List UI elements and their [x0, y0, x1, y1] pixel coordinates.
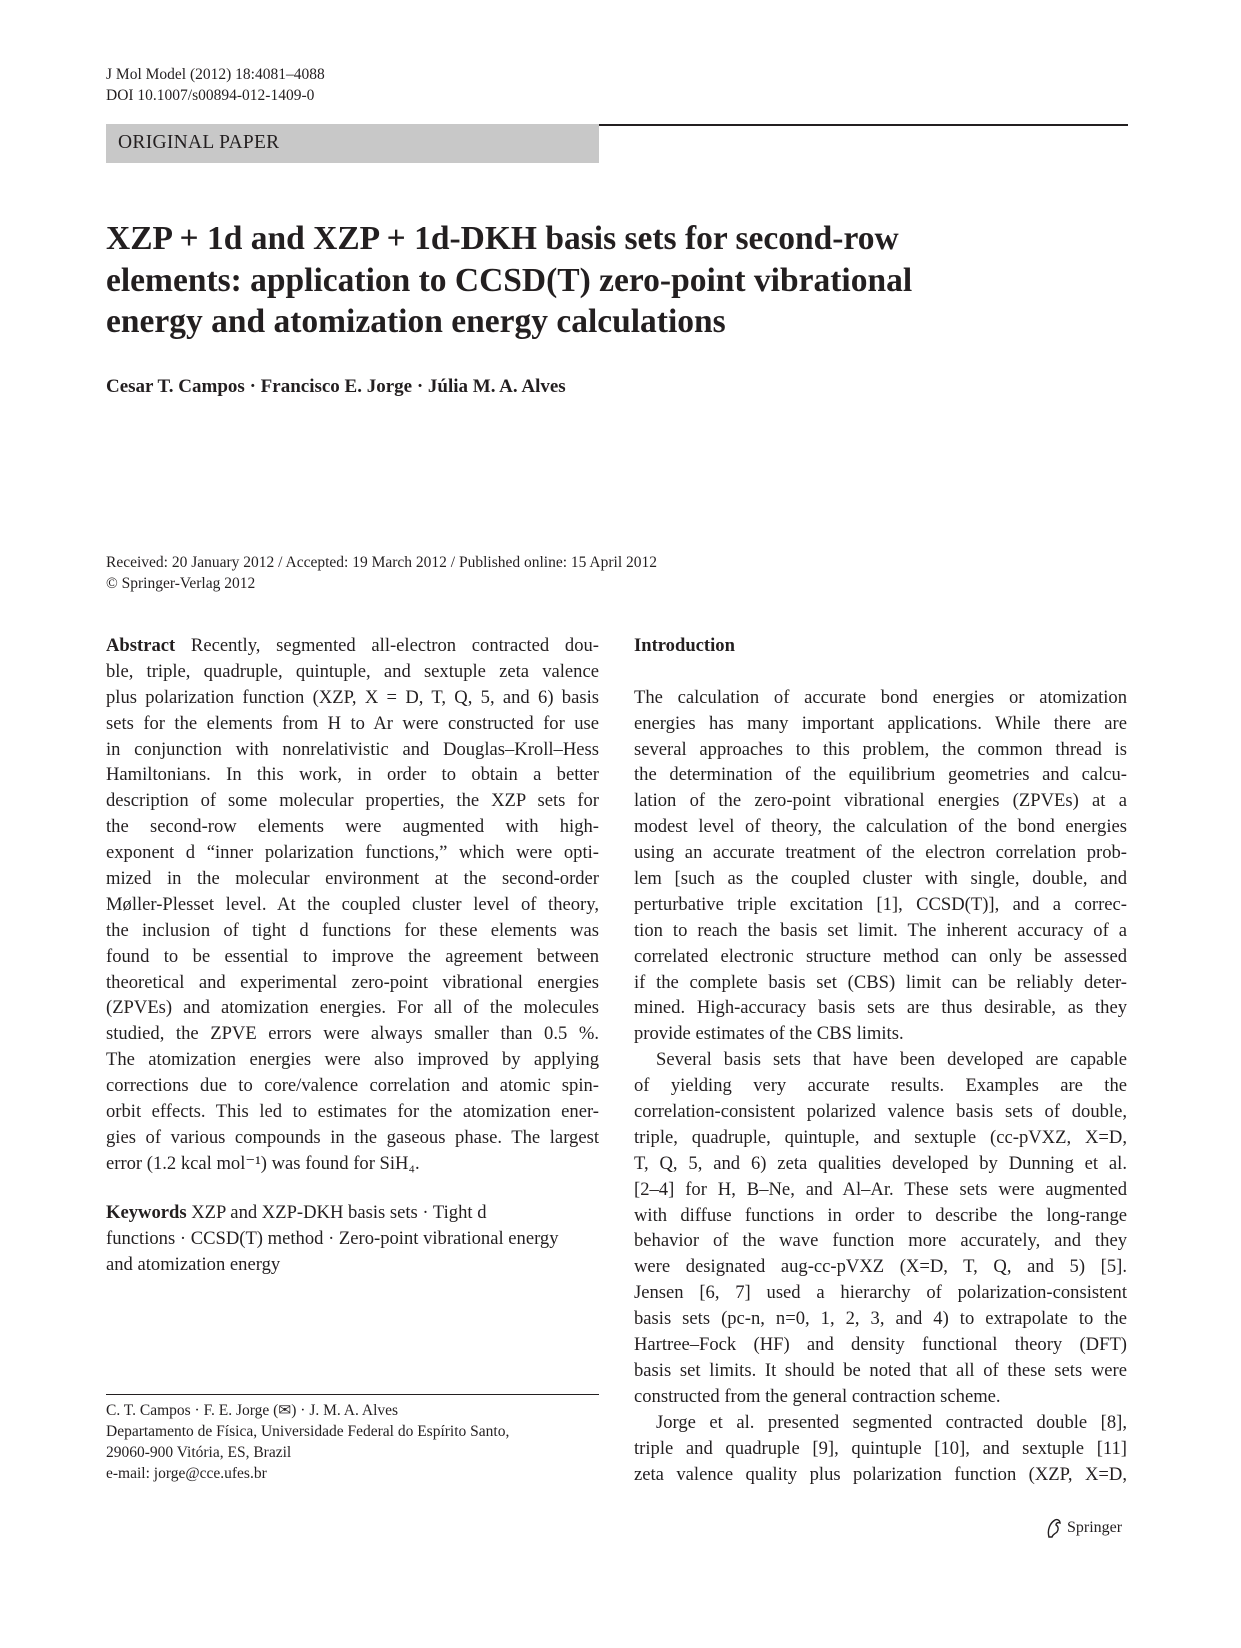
- introduction-line: the determination of the equilibrium geometries and calcu-: [634, 764, 1127, 786]
- introduction-line: if the complete basis set (CBS) limit can be reliably deter-: [634, 971, 1127, 993]
- footnote-department: Departamento de Física, Universidade Federal do Espírito Santo,: [106, 1423, 510, 1440]
- footnote-rule: [106, 1394, 599, 1395]
- introduction-line: triple and quadruple [9], quintuple [10], and sextuple [11]: [634, 1437, 1127, 1459]
- abstract-line: (ZPVEs) and atomization energies. For all of the molecules: [106, 997, 599, 1019]
- footnote-authors: C. T. Campos · F. E. Jorge (✉) · J. M. A. Alves: [106, 1402, 399, 1419]
- abstract-line: mized in the molecular environment at the second-order: [106, 868, 599, 890]
- introduction-line: lation of the zero-point vibrational energies (ZPVEs) at a: [634, 790, 1127, 812]
- introduction-line: lem [such as the coupled cluster with single, double, and: [634, 868, 1127, 890]
- keywords-label: Keywords: [106, 1202, 187, 1223]
- abstract-line: description of some molecular properties, the XZP sets for: [106, 790, 599, 812]
- footnote-email[interactable]: e-mail: jorge@cce.ufes.br: [106, 1465, 267, 1482]
- abstract-line: Hamiltonians. In this work, in order to obtain a better: [106, 764, 599, 786]
- introduction-line: The calculation of accurate bond energies or atomization: [634, 686, 1127, 708]
- abstract-line: found to be essential to improve the agreement between: [106, 945, 599, 967]
- abstract-line: gies of various compounds in the gaseous phase. The largest: [106, 1126, 599, 1148]
- doi: DOI 10.1007/s00894-012-1409-0: [106, 87, 315, 104]
- springer-horse-icon: [1045, 1518, 1063, 1538]
- title-line: XZP + 1d and XZP + 1d-DKH basis sets for second-row: [106, 220, 899, 257]
- abstract-line: studied, the ZPVE errors were always smaller than 0.5 %.: [106, 1023, 599, 1045]
- section-label: ORIGINAL PAPER: [118, 132, 280, 153]
- introduction-line: basis sets (pc-n, n=0, 1, 2, 3, and 4) to extrapolate to the: [634, 1308, 1127, 1330]
- abstract-line: theoretical and experimental zero-point vibrational energies: [106, 971, 599, 993]
- abstract-line: orbit effects. This led to estimates for the atomization ener-: [106, 1101, 599, 1123]
- introduction-line: basis set limits. It should be noted that all of these sets were: [634, 1359, 1127, 1381]
- title-line: energy and atomization energy calculations: [106, 303, 726, 340]
- introduction-line: several approaches to this problem, the common thread is: [634, 738, 1127, 760]
- abstract-line: the second-row elements were augmented with high-: [106, 816, 599, 838]
- affiliation-footnote: [106, 1400, 509, 1484]
- abstract-line: exponent d “inner polarization functions,” which were opti-: [106, 842, 599, 864]
- journal-citation: J Mol Model (2012) 18:4081–4088: [106, 66, 325, 83]
- introduction-line: triple, quadruple, quintuple, and sextuple (cc-pVXZ, X=D,: [634, 1126, 1127, 1148]
- keywords-line: and atomization energy: [106, 1253, 281, 1275]
- footnote-address: 29060-900 Vitória, ES, Brazil: [106, 1444, 292, 1461]
- authors: Cesar T. Campos · Francisco E. Jorge · Júlia M. A. Alves: [106, 376, 566, 397]
- introduction-line: Hartree–Fock (HF) and density functional theory (DFT): [634, 1334, 1127, 1356]
- introduction-line: zeta valence quality plus polarization function (XZP, X=D,: [634, 1463, 1127, 1485]
- keywords-line: functions · CCSD(T) method · Zero-point vibrational energy: [106, 1227, 559, 1249]
- introduction-heading: Introduction: [634, 635, 735, 656]
- abstract-line: plus polarization function (XZP, X = D, T, Q, 5, and 6) basis: [106, 686, 599, 708]
- keywords: [106, 1200, 606, 1278]
- abstract-line: ble, triple, quadruple, quintuple, and sextuple zeta valence: [106, 660, 599, 682]
- introduction-line: mined. High-accuracy basis sets are thus desirable, as they: [634, 997, 1127, 1019]
- section-label-bar: [106, 124, 599, 163]
- introduction-line: were designated aug-cc-pVXZ (X=D, T, Q, and 5) [5].: [634, 1256, 1127, 1278]
- introduction-line: with diffuse functions in order to describe the long-range: [634, 1204, 1127, 1226]
- header-rule: [599, 124, 1128, 126]
- keywords-line: [106, 1200, 606, 1226]
- introduction-line: Jensen [6, 7] used a hierarchy of polarization-consistent: [634, 1282, 1127, 1304]
- abstract-line: Møller-Plesset level. At the coupled cluster level of theory,: [106, 893, 599, 915]
- abstract-text: Recently, segmented all-electron contracted dou-: [175, 635, 599, 656]
- abstract: [106, 633, 599, 1177]
- title-line: elements: application to CCSD(T) zero-point vibrational: [106, 261, 913, 299]
- abstract-line: corrections due to core/valence correlation and atomic spin-: [106, 1075, 599, 1097]
- publisher-name: Springer: [1067, 1519, 1123, 1536]
- introduction-line: modest level of theory, the calculation of the bond energies: [634, 816, 1127, 838]
- article-dates: [106, 552, 657, 594]
- introduction-line: perturbative triple excitation [1], CCSD(T)], and a correc-: [634, 893, 1127, 915]
- introduction-line: behavior of the wave function more accurately, and they: [634, 1230, 1127, 1252]
- abstract-line: in conjunction with nonrelativistic and Douglas–Kroll–Hess: [106, 738, 599, 760]
- introduction-line: Several basis sets that have been developed are capable: [656, 1049, 1127, 1071]
- abstract-line: error (1.2 kcal mol⁻¹) was found for SiH₄.: [106, 1152, 420, 1174]
- introduction-line: constructed from the general contraction scheme.: [634, 1385, 1001, 1407]
- introduction-line: energies has many important applications. While there are: [634, 712, 1127, 734]
- abstract-line: [106, 633, 599, 659]
- introduction-line: T, Q, 5, and 6) zeta qualities developed by Dunning et al.: [634, 1152, 1127, 1174]
- introduction-line: Jorge et al. presented segmented contracted double [8],: [656, 1411, 1127, 1433]
- journal-header: [106, 64, 325, 106]
- copyright: © Springer-Verlag 2012: [106, 575, 256, 592]
- introduction-line: tion to reach the basis set limit. The inherent accuracy of a: [634, 919, 1127, 941]
- abstract-line: sets for the elements from H to Ar were constructed for use: [106, 712, 599, 734]
- introduction-line: of yielding very accurate results. Examples are the: [634, 1075, 1127, 1097]
- abstract-label: Abstract: [106, 635, 176, 656]
- spacer: [634, 659, 1127, 685]
- springer-logo: [1045, 1518, 1122, 1538]
- abstract-line: The atomization energies were also improved by applying: [106, 1049, 599, 1071]
- keywords-text: XZP and XZP-DKH basis sets · Tight d: [186, 1202, 487, 1223]
- paper-title: [106, 218, 1126, 343]
- abstract-line: the inclusion of tight d functions for these elements was: [106, 919, 599, 941]
- history-dates: Received: 20 January 2012 / Accepted: 19 March 2012 / Published online: 15 April 2012: [106, 554, 658, 571]
- introduction-line: provide estimates of the CBS limits.: [634, 1023, 904, 1045]
- introduction-section: [634, 633, 1127, 1487]
- introduction-line: using an accurate treatment of the electron correlation prob-: [634, 842, 1127, 864]
- introduction-line: [2–4] for H, B–Ne, and Al–Ar. These sets were augmented: [634, 1178, 1127, 1200]
- introduction-line: correlation-consistent polarized valence basis sets of double,: [634, 1101, 1127, 1123]
- introduction-line: correlated electronic structure method can only be assessed: [634, 945, 1127, 967]
